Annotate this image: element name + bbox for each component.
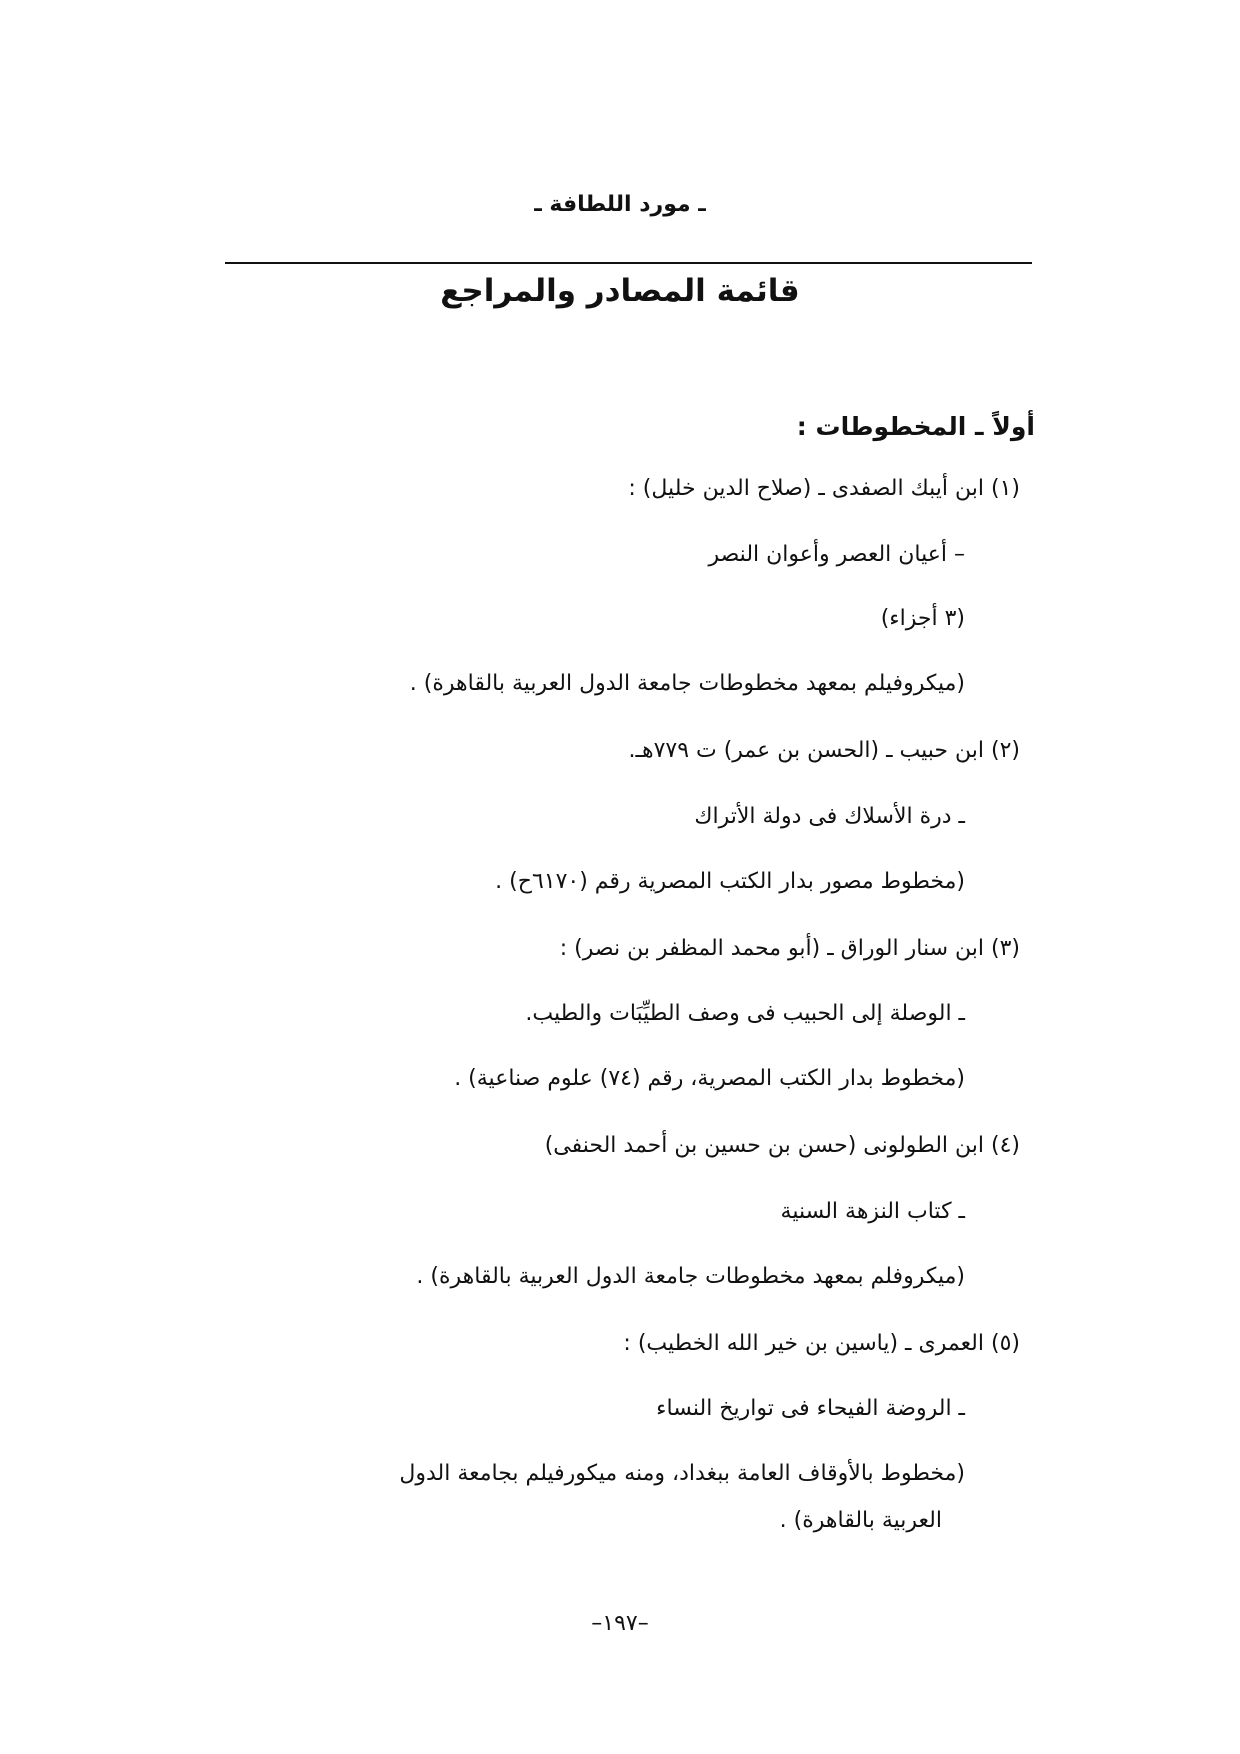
reference-location-4: (ميكروفلم بمعهد مخطوطات جامعة الدول العربية بالقاهرة) . <box>416 1264 965 1289</box>
reference-location-3: (مخطوط بدار الكتب المصرية، رقم (٧٤) علوم صناعية) . <box>454 1066 965 1091</box>
reference-location-1: (ميكروفيلم بمعهد مخطوطات جامعة الدول العربية بالقاهرة) . <box>409 671 965 696</box>
reference-location-5-continued: العربية بالقاهرة) . <box>779 1508 942 1533</box>
reference-work-title-1: – أعيان العصر وأعوان النصر <box>708 542 965 567</box>
reference-work-title-4: ـ كتاب النزهة السنية <box>780 1199 965 1224</box>
reference-volumes-1: (٣ أجزاء) <box>880 606 965 631</box>
reference-location-2: (مخطوط مصور بدار الكتب المصرية رقم (٦١٧٠ح) . <box>495 869 965 894</box>
reference-location-5: (مخطوط بالأوقاف العامة ببغداد، ومنه ميكورفيلم بجامعة الدول <box>399 1461 965 1486</box>
reference-work-title-2: ـ درة الأسلاك فى دولة الأتراك <box>694 804 965 829</box>
reference-author-1: (١) ابن أيبك الصفدى ـ (صلاح الدين خليل) : <box>628 476 1020 501</box>
header-rule <box>225 262 1032 264</box>
running-header: ـ مورد اللطافة ـ <box>534 192 706 217</box>
reference-author-2: (٢) ابن حبيب ـ (الحسن بن عمر) ت ٧٧٩هـ. <box>628 738 1020 763</box>
reference-work-title-5: ـ الروضة الفيحاء فى تواريخ النساء <box>656 1396 965 1421</box>
page-number: –١٩٧– <box>591 1611 649 1636</box>
page-title: قائمة المصادر والمراجع <box>440 273 800 309</box>
section-heading: أولاً ـ المخطوطات : <box>796 412 1035 441</box>
reference-author-5: (٥) العمرى ـ (ياسين بن خير الله الخطيب) : <box>623 1331 1020 1356</box>
reference-work-title-3: ـ الوصلة إلى الحبيب فى وصف الطيِّبَات والطيب. <box>525 1001 965 1026</box>
reference-author-4: (٤) ابن الطولونى (حسن بن حسين بن أحمد الحنفى) <box>544 1133 1020 1158</box>
reference-author-3: (٣) ابن سنار الوراق ـ (أبو محمد المظفر بن نصر) : <box>559 936 1020 961</box>
